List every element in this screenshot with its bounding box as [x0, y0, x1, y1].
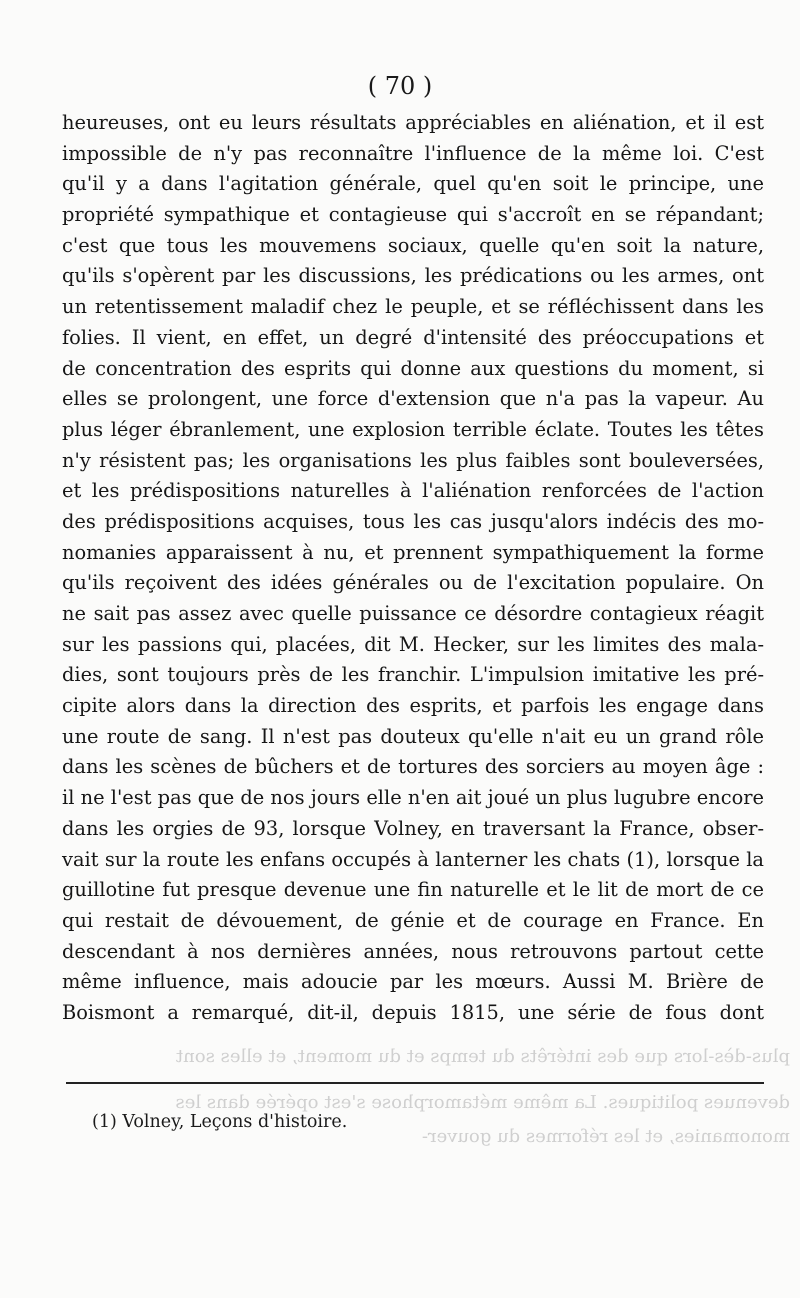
page-number: ( 70 ) — [367, 72, 433, 100]
text-line: qui restait de dévouement, de génie et de courage en France. En — [62, 908, 764, 932]
bleed-through-line: devenues politiques. La même métamorphose s'est opérée dans les — [175, 1092, 790, 1113]
text-line: et les prédispositions naturelles à l'aliénation renforcées de l'action — [62, 479, 764, 503]
text-line: propriété sympathique et contagieuse qui s'accroît en se répandant; — [62, 203, 764, 227]
text-line: qu'ils s'opèrent par les discussions, les prédications ou les armes, ont — [62, 264, 764, 288]
text-line: de concentration des esprits qui donne aux questions du moment, si — [62, 356, 764, 380]
text-line: cipite alors dans la direction des esprits, et parfois les engage dans — [62, 694, 764, 718]
text-line: une route de sang. Il n'est pas douteux qu'elle n'ait eu un grand rôle — [62, 724, 764, 748]
text-line: vait sur la route les enfans occupés à lanterner les chats (1), lorsque la — [62, 847, 764, 871]
text-line: il ne l'est pas que de nos jours elle n'en ait joué un plus lugubre encore — [62, 786, 764, 810]
text-line: ne sait pas assez avec quelle puissance ce désordre contagieux réagit — [62, 602, 764, 625]
text-line: folies. Il vient, en effet, un degré d'intensité des préoccupations et — [62, 325, 764, 349]
body-text — [62, 108, 764, 1029]
text-line: qu'ils reçoivent des idées générales ou de l'excitation populaire. On — [62, 571, 764, 595]
text-line: des prédispositions acquises, tous les cas jusqu'alors indécis des mo- — [62, 509, 764, 533]
text-line: dans les orgies de 93, lorsque Volney, en traversant la France, obser- — [62, 816, 764, 840]
footnote: (1) Volney, Leçons d'histoire. — [92, 1112, 348, 1132]
text-line: c'est que tous les mouvemens sociaux, quelle qu'en soit la nature, — [62, 233, 764, 257]
text-line: heureuses, ont eu leurs résultats appréciables en aliénation, et il est — [62, 111, 764, 134]
text-line: Boismont a remarqué, dit-il, depuis 1815, une série de fous dont — [62, 1000, 764, 1024]
text-line: elles se prolongent, une force d'extension que n'a pas la vapeur. Au — [62, 387, 764, 411]
text-line: dans les scènes de bûchers et de tortures des sorciers au moyen âge : — [62, 755, 764, 779]
footnote-rule — [66, 1082, 764, 1084]
text-line: sur les passions qui, placées, dit M. Hecker, sur les limites des mala- — [62, 632, 764, 656]
text-line: guillotine fut presque devenue une fin naturelle et le lit de mort de ce — [62, 878, 764, 902]
text-line: impossible de n'y pas reconnaître l'influence de la même loi. C'est — [62, 141, 764, 165]
bleed-through-line: plus-dès-lors que des intérêts du temps et du moment, et elles sont — [175, 1046, 790, 1067]
text-line: un retentissement maladif chez le peuple, et se réfléchissent dans les — [62, 295, 764, 319]
text-line: même influence, mais adoucie par les mœurs. Aussi M. Brière de — [62, 970, 764, 994]
text-line: qu'il y a dans l'agitation générale, quel qu'en soit le principe, une — [62, 172, 764, 196]
text-line: dies, sont toujours près de les franchir. L'impulsion imitative les pré- — [62, 663, 764, 687]
text-line: n'y résistent pas; les organisations les plus faibles sont bouleversées, — [62, 448, 764, 472]
text-line: nomanies apparaissent à nu, et prennent sympathiquement la forme — [62, 540, 764, 564]
bleed-through-line: monomanies, et les réformes du gouver- — [421, 1126, 790, 1147]
text-line: descendant à nos dernières années, nous retrouvons partout cette — [62, 939, 764, 963]
text-line: plus léger ébranlement, une explosion terrible éclate. Toutes les têtes — [62, 417, 764, 441]
